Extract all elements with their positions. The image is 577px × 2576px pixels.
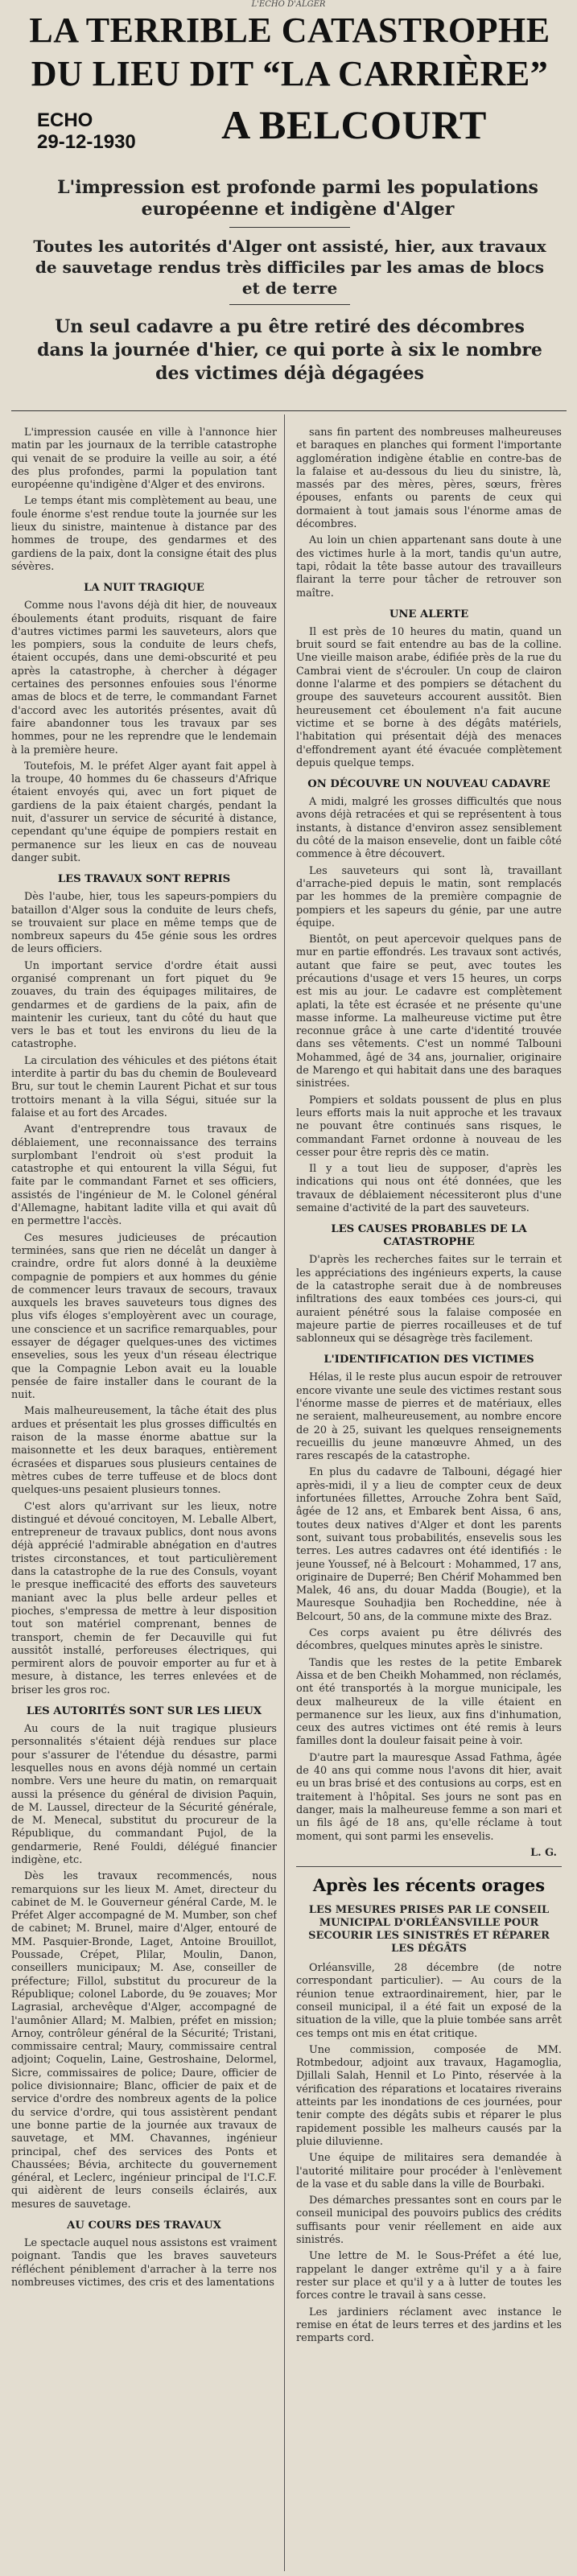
headline-line-2: DU LIEU DIT “LA CARRIÈRE” bbox=[31, 54, 549, 93]
divider-rule bbox=[11, 410, 567, 411]
section-heading: ON DÉCOUVRE UN NOUVEAU CADAVRE bbox=[307, 778, 550, 791]
section-heading: LES CAUSES PROBABLES DE LA CATASTROPHE bbox=[331, 1223, 527, 1249]
article-paragraph: Tandis que les restes de la petite Embarek Aissa et de ben Cheikh Mohammed, non réclamés, ont été transportés à la morgue municipale, les deux malheureux de la ville étaient en permanence sur les lieux, aux fins d'inhumation, ceux des autres victimes ont été remis à leurs familles dont la douleur faisait peine à voir. bbox=[296, 1656, 562, 1748]
article-paragraph: Au cours de la nuit tragique plusieurs personnalités s'étaient déjà rendues sur place pour s'assurer de l'étendue du désastre, parmi lesquelles nous en avons déjà nommé un certain nombre. Vers une heure du matin, on remarquait aussi la présence du général de division Paquin, de M. Laussel, directeur de la Sécurité générale, de M. Menecal, substitut du procureur de la République, du commandant Pujol, de la gendarmerie, René Fouldi, délégué financier indigène, etc. bbox=[11, 1723, 277, 1866]
article-paragraph: Ces corps avaient pu être délivrés des décombres, quelques minutes après le sinistre. bbox=[296, 1627, 562, 1653]
section-heading: LES TRAVAUX SONT REPRIS bbox=[57, 873, 231, 886]
article-paragraph: Les sauveteurs qui sont là, travaillant d'arrache-pied depuis le matin, sont remplacés par les hommes de la première compagnie de pompiers et les sapeurs du génie, par une autre équipe. bbox=[296, 864, 562, 929]
article-paragraph: D'après les recherches faites sur le terrain et les appréciations des ingénieurs experts, la cause de la catastrophe serait due à de nombreuses infiltrations des eaux tombées ces jours-ci, qui auraient pénétré sous la falaise composée en majeure partie de pierres rocailleuses et de tuf sablonneux qui se désagrège très facilement. bbox=[296, 1254, 562, 1346]
section-heading: LES AUTORITÉS SONT SUR LES LIEUX bbox=[26, 1705, 262, 1718]
subhead-cadavre: Un seul cadavre a pu être retiré des décombres dans la journée d'hier, ce qui porte à six le nombre des victimes déjà dégagées bbox=[37, 316, 542, 384]
dateline bbox=[37, 109, 136, 153]
article-paragraph: Pompiers et soldats poussent de plus en plus leurs efforts mais la nuit approche et les travaux ne pouvant être continués sans risques, le commandant Farnet ordonne à nouveau de les cesser pour être repris dès ce matin. bbox=[296, 1094, 562, 1159]
article-paragraph: Ces mesures judicieuses de précaution terminées, sans que rien ne décelât un danger à craindre, ordre fut alors donné à la deuxième compagnie de pompiers et aux hommes du génie de commencer leurs travaux de secours, travaux auxquels les braves sauveteurs tous dignes des plus vifs éloges s'employèrent avec un courage, une conscience et un sacrifice remarquables, pour essayer de dégager quelques-unes des victimes ensevelies, sous les yeux d'un réseau électrique que la Compagnie Lebon avait eu la louable pensée de faire installer dans le courant de la nuit. bbox=[11, 1231, 277, 1402]
section-heading: LA NUIT TRAGIQUE bbox=[84, 582, 204, 595]
article-column-right bbox=[296, 427, 562, 2571]
article-paragraph: Un important service d'ordre était aussi organisé comprenant un fort piquet du 9e zouaves, du train des équipages militaires, de gendarmes et de gardiens de la paix, afin de maintenir les curieux, tant du côté du haut que vers le bas et tout les environs du lieu de la catastrophe. bbox=[11, 959, 277, 1051]
article-paragraph: Dès les travaux recommencés, nous remarquions sur les lieux M. Amet, directeur du cabinet de M. le Gouverneur général Carde, M. le Préfet Alger accompagné de M. Mumber, son chef de cabinet; M. Brunel, maire d'Alger, entouré de MM. Pasquier-Bronde, Laget, Antoine Brouillot, Poussade, Crépet, Plilar, Moulin, Danon, conseillers municipaux; M. Ase, conseiller de préfecture; Fillol, substitut du procureur de la République; colonel Laborde, du 9e zouaves; Mor Lagrasial, archevêque d'Alger, accompagné de l'aumônier Allard; M. Malbien, préfet en mission; Arnoy, contrôleur général de la Sécurité; Tristani, commissaire central; Maury, commissaire central adjoint; Coquelin, Laine, Gestroshaine, Delormel, Sicre, commissaires de police; Daure, officier de police divisionnaire; Blanc, officier de paix et de service d'ordre des nombreux agents de la police du service d'ordre, qui tous assistèrent pendant une bonne partie de la journée aux travaux de sauvetage, et MM. Chavannes, ingénieur principal, chef des services des Ponts et Chaussées; Bévia, architecte du gouvernement général, et Leclerc, ingénieur principal de l'I.C.F. qui aidèrent de leurs conseils éclairés, aux mesures de sauvetage. bbox=[11, 1870, 277, 2211]
article-paragraph: Des démarches pressantes sont en cours par le conseil municipal des pouvoirs publics des crédits suffisants pour venir réellement en aide aux sinistrés. bbox=[296, 2195, 562, 2247]
masthead: L'ECHO D'ALGER bbox=[251, 0, 326, 9]
section-heading: AU COURS DES TRAVAUX bbox=[67, 2219, 221, 2232]
article-column-left bbox=[11, 427, 277, 2571]
article-paragraph: Il y a tout lieu de supposer, d'après les indications qui nous ont été données, que les travaux de déblaiement nécessiteront plus d'une semaine d'activité de la part des sauveteurs. bbox=[296, 1163, 562, 1215]
subhead-autorites: Toutes les autorités d'Alger ont assisté, hier, aux travaux de sauvetage rendus très difficiles par les amas de blocs et de terre bbox=[33, 237, 546, 298]
article-subheading: LES MESURES PRISES PAR LE CONSEIL MUNICIPAL D'ORLÉANSVILLE POUR SECOURIR LES SINISTRÉS ET RÉPARER LES DÉGÂTS bbox=[308, 1904, 550, 1956]
article-headline: Après les récents orages bbox=[312, 1875, 546, 1896]
headline-line-1: LA TERRIBLE CATASTROPHE bbox=[29, 10, 550, 50]
article-paragraph: Le temps étant mis complètement au beau, une foule énorme s'est rendue toute la journée sur les lieux du sinistre, maintenue à distance par des hommes de troupe, des gendarmes et des gardiens de la paix, dont la consigne était des plus sévères. bbox=[11, 495, 277, 573]
article-paragraph: Une lettre de M. le Sous-Préfet a été lue, rappelant le danger extrême qu'il y a à faire rester sur place et qu'il y a à lutter de toutes les forces contre le travail à sans cesse. bbox=[296, 2250, 562, 2302]
section-heading: L'IDENTIFICATION DES VICTIMES bbox=[324, 1354, 534, 1366]
article-paragraph: Les jardiniers réclament avec instance le remise en état de leurs terres et des jardins et les remparts cord. bbox=[296, 2306, 562, 2345]
article-paragraph: Hélas, il le reste plus aucun espoir de retrouver encore vivante une seule des victimes restant sous l'énorme masse de pierres et de matériaux, elles ne seraient, malheureusement, au nombre encore de 20 à 25, suivant les quelques renseignements recueillis du jeune manœuvre Ahmed, un des rares rescapés de la catastrophe. bbox=[296, 1371, 562, 1463]
article-paragraph: sans fin partent des nombreuses malheureuses et baraques en planches qui forment l'importante agglomération indigène établie en contre-bas de la falaise et au-dessous du lieu du sinistre, là, massés par des mères, pères, sœurs, frères épouses, enfants ou parents de ceux qui dormaient à tout jamais sous l'énorme amas de décombres. bbox=[296, 427, 562, 531]
article-paragraph: L'impression causée en ville à l'annonce hier matin par les journaux de la terrible catastrophe qui venait de se produire la veille au soir, a été des plus profondes, parmi la population tant européenne qu'indigène d'Alger et des environs. bbox=[11, 427, 277, 492]
article-paragraph: Au loin un chien appartenant sans doute à une des victimes hurle à la mort, tandis qu'un autre, tapi, rôdait la tête basse autour des travailleurs flairant la terre pour tâcher de retrouver son maître. bbox=[296, 534, 562, 600]
column-divider bbox=[284, 414, 285, 2571]
article-paragraph: Comme nous l'avons déjà dit hier, de nouveaux éboulements étant produits, risquant de faire d'autres victimes parmi les sauveteurs, alors que les pompiers, sous la conduite de leurs chefs, étaient occupés, dans une demi-obscurité et peu après la catastrophe, à chercher à dégager certaines des personnes enfouies sous l'énorme amas de blocs et de terre, le commandant Farnet d'accord avec les autorités présentes, avait dû faire abandonner tous les travaux par ses hommes, pour ne les reprendre que le lendemain à la première heure. bbox=[11, 600, 277, 756]
author-signature: L. G. bbox=[530, 1846, 557, 1859]
article-paragraph: Bientôt, on peut apercevoir quelques pans de mur en partie effondrés. Les travaux sont activés, autant que faire se peut, avec toutes les précautions d'usage et vers 15 heures, un corps est mis au jour. Le cadavre est complètement aplati, la tête est écrasée et ne présente qu'une masse informe. La malheureuse victime put être reconnue grâce à une carte d'identité trouvée dans ses vêtements. C'est un nommé Talbouni Mohammed, âgé de 34 ans, journalier, originaire de Marengo et qui habitait dans une des baraques sinistrées. bbox=[296, 934, 562, 1090]
article-paragraph: En plus du cadavre de Talbouni, dégagé hier après-midi, il y a lieu de compter ceux de deux infortunées fillettes, Arrouche Zohra bent Saïd, âgée de 12 ans, et Embarek bent Aissa, 6 ans, toutes deux natives d'Alger et dont les parents sont, suivant tous probabilités, ensevelis sous les terres. Les autres cadavres ont été identifiés : le jeune Youssef, né à Belcourt : Mohammed, 17 ans, originaire de Duperré; Ben Chérif Mohammed ben Malek, 46 ans, du douar Madda (Bougie), et la Mauresque Souhadjia ben Rocheddine, née à Belcourt, 50 ans, de la commune mixte des Braz. bbox=[296, 1466, 562, 1623]
article-paragraph: Dès l'aube, hier, tous les sapeurs-pompiers du bataillon d'Alger sous la conduite de leurs chefs, se trouvaient sur place en même temps que de nombreux sapeurs du 45e génie sous les ordres de leurs officiers. bbox=[11, 891, 277, 956]
article-paragraph: Mais malheureusement, la tâche était des plus ardues et présentait les plus grosses difficultés en raison de la masse énorme abattue sur la maisonnette et les deux baraques, entièrement écrasées et disparues sous plusieurs centaines de mètres cubes de terre tuffeuse et de blocs dont quelques-uns pesaient plusieurs tonnes. bbox=[11, 1405, 277, 1497]
section-heading: UNE ALERTE bbox=[389, 608, 469, 620]
article-paragraph: Toutefois, M. le préfet Alger ayant fait appel à la troupe, 40 hommes du 6e chasseurs d'Afrique étaient envoyés qui, avec un fort piquet de gardiens de la paix étaient chargés, pendant la nuit, d'assurer un service de sécurité à distance, cependant qu'une équipe de pompiers restait en permanence sur les lieux en cas de nouveau danger subit. bbox=[11, 760, 277, 864]
dateline-paper: ECHO bbox=[37, 109, 93, 131]
article-paragraph: Orléansville, 28 décembre (de notre correspondant particulier). — Au cours de la réunion tenue extraordinairement, hier, par le conseil municipal, il a été fait un exposé de la situation de la ville, que la pluie tombée sans arrêt ces temps ont mis en état critique. bbox=[296, 1962, 562, 2040]
dateline-date: 29-12-1930 bbox=[37, 131, 136, 153]
article-paragraph: Avant d'entreprendre tous travaux de déblaiement, une reconnaissance des terrains surplombant l'endroit où s'est produit la catastrophe et qui entourent la villa Ségui, fut faite par le commandant Farnet et ses officiers, assistés de l'ingénieur de M. le Colonel général d'Allemagne, habitant ladite villa et qui avait dû en permettre l'accès. bbox=[11, 1123, 277, 1228]
section-divider bbox=[296, 1866, 562, 1867]
divider-rule bbox=[229, 227, 350, 228]
subhead-impression: L'impression est profonde parmi les populations européenne et indigène d'Alger bbox=[57, 177, 538, 220]
article-paragraph: Le spectacle auquel nous assistons est vraiment poignant. Tandis que les braves sauveteurs réfléchent péniblement d'arracher à la terre nos nombreuses victimes, des cris et des lamentations bbox=[11, 2237, 277, 2289]
article-paragraph: C'est alors qu'arrivant sur les lieux, notre distingué et dévoué concitoyen, M. Leballe Albert, entrepreneur de travaux publics, dont nous avons déjà apprécié l'admirable abnégation en d'autres tristes circonstances, et tout particulièrement dans la catastrophe de la rue des Consuls, voyant le presque inefficacité des efforts des sauveteurs maniant avec la plus belle ardeur pelles et pioches, s'empressa de mettre à leur disposition tout son matériel comprenant, bennes de transport, chemin de fer Decauville qui fut aussitôt installé, perforeuses électriques, qui permirent alors de pouvoir emporter au fur et à mesure, à distance, les terres enlevées et de briser les gros roc. bbox=[11, 1500, 277, 1696]
headline-line-3: A BELCOURT bbox=[221, 102, 487, 147]
divider-rule bbox=[229, 304, 350, 305]
article-paragraph: A midi, malgré les grosses difficultés que nous avons déjà retracées et qui se représentent à tous instants, à distance d'environ assez sensiblement du côté de la maison ensevelie, dont un faible côté commence à être découvert. bbox=[296, 796, 562, 861]
article-paragraph: Il est près de 10 heures du matin, quand un bruit sourd se fait entendre au bas de la colline. Une vieille maison arabe, édifiée près de la rue du Cambrai vient de s'écrouler. Un coup de clairon donne l'alarme et des pompiers se détachent du groupe des sauveteurs accourent aussitôt. Bien heureusement cet éboulement n'a fait aucune victime et se borne à des dégâts matériels, l'habitation qui présentait déjà des menaces d'effondrement ayant été évacuée complètement depuis quelque temps. bbox=[296, 625, 562, 769]
article-paragraph: Une équipe de militaires sera demandée à l'autorité militaire pour procéder à l'enlèvement de la vase et du sable dans la ville de Bourbaki. bbox=[296, 2152, 562, 2191]
article-paragraph: Une commission, composée de MM. Rotmbedour, adjoint aux travaux, Hagamoglia, Djillali Salah, Hennil et Lo Pinto, réservée à la vérification des réparations et locataires riverains atteints par les inondations de ces journées, pour tenir compte des dégâts subis et réparer le plus rapidement possible les malheurs causés par la pluie diluvienne. bbox=[296, 2043, 562, 2148]
article-paragraph: D'autre part la mauresque Assad Fathma, âgée de 40 ans qui comme nous l'avons dit hier, avait eu un bras brisé et des contusions au corps, est en traitement à l'hôpital. Ses jours ne sont pas en danger, mais la malheureuse femme a son mari et un fils âgé de 18 ans, qu'elle réclame à tout moment, qui sont parmi les ensevelis. bbox=[296, 1751, 562, 1843]
article-paragraph: La circulation des véhicules et des piétons était interdite à partir du bas du chemin de Bouleveard Bru, sur tout le chemin Laurent Pichat et sur tous trottoirs menant à la villa Ségui, située sur la falaise et au fort des Arcades. bbox=[11, 1054, 277, 1119]
